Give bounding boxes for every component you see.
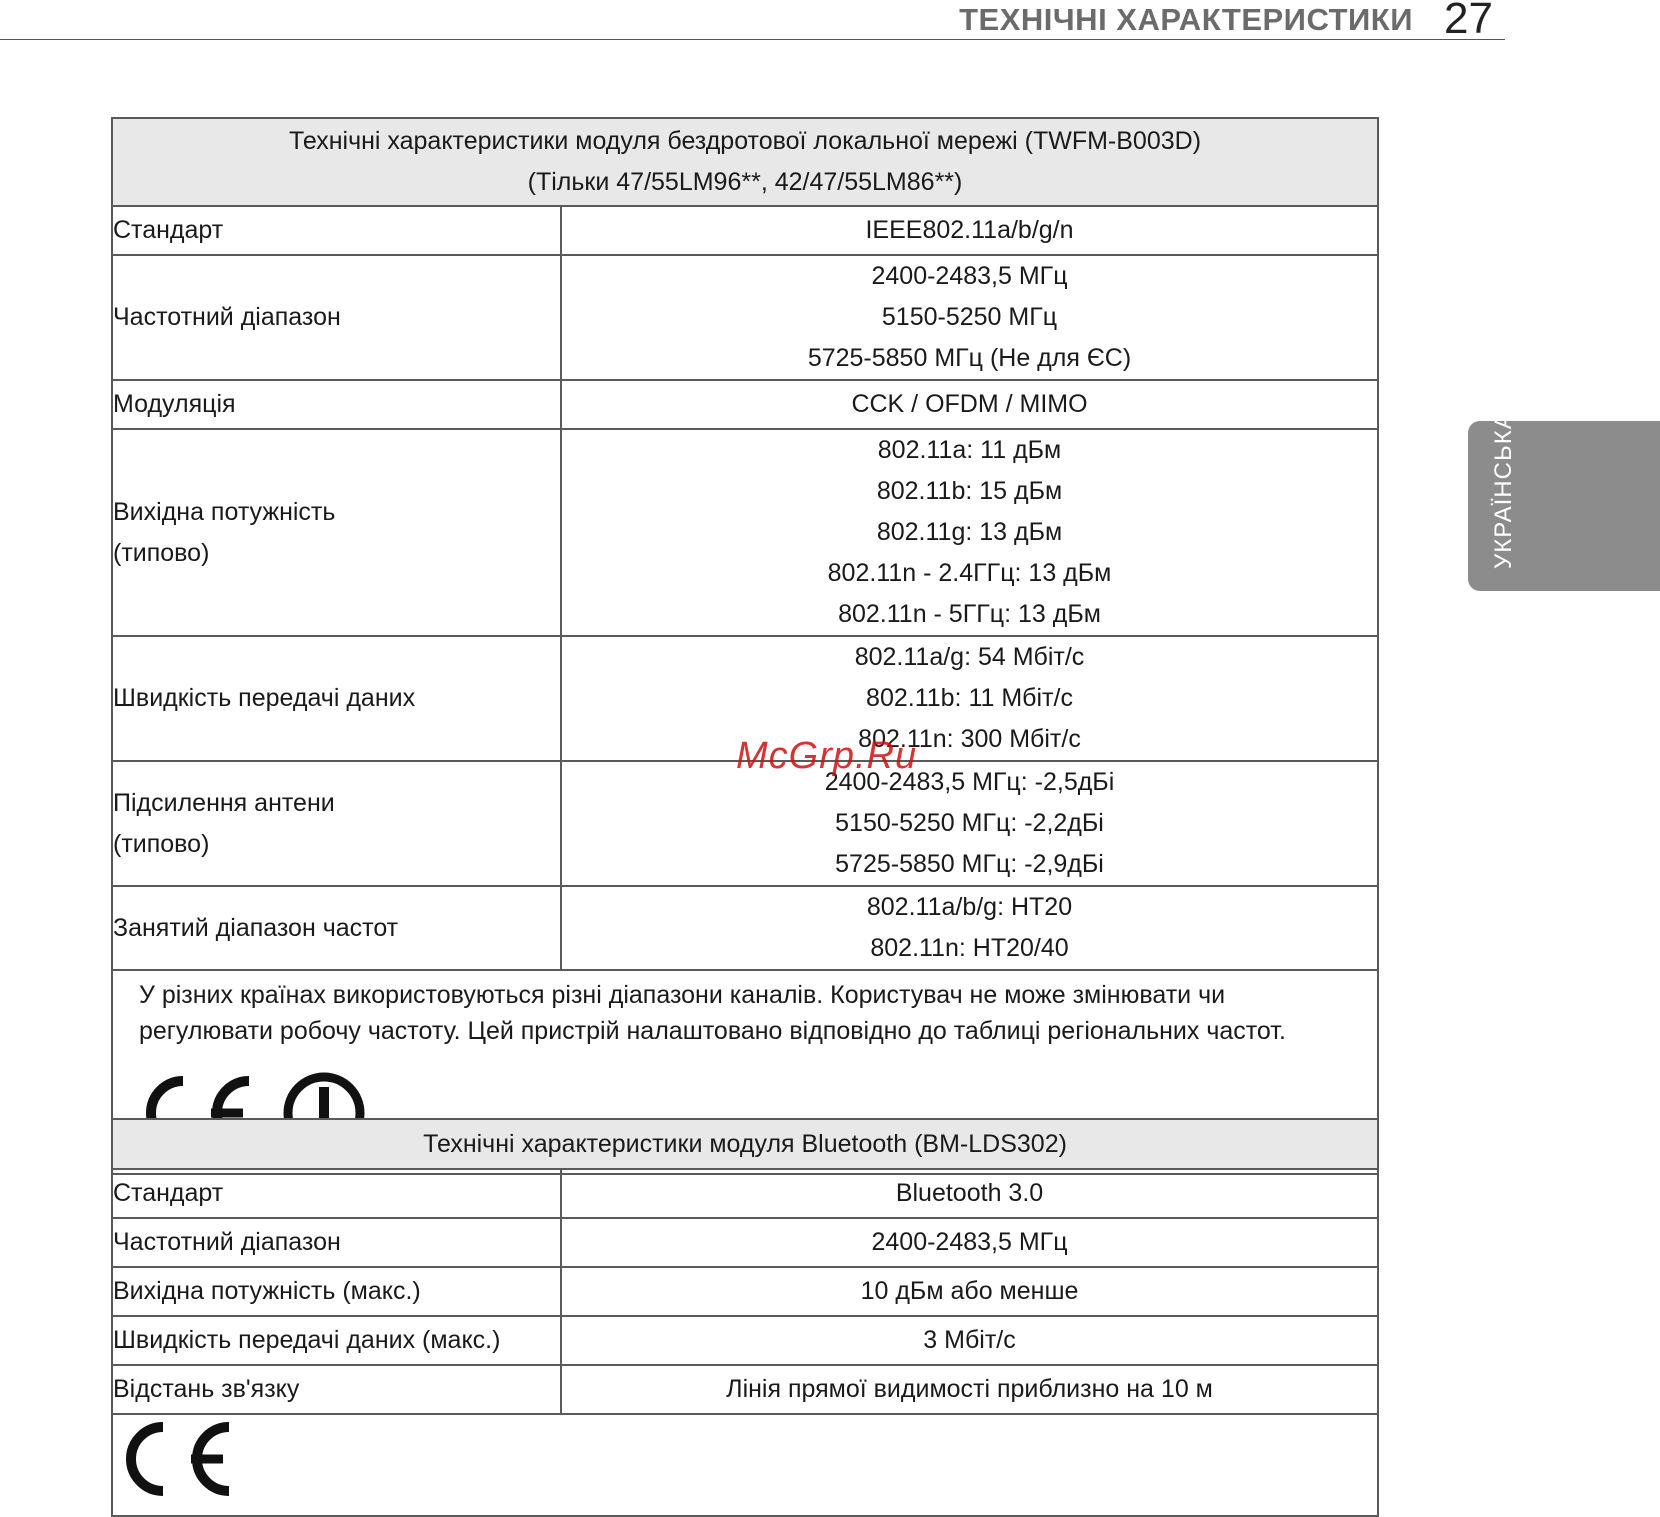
page-header xyxy=(0,0,1505,43)
language-label: УКРАЇНСЬКА xyxy=(1490,412,1517,569)
bluetooth-marks-cell xyxy=(112,1414,1378,1516)
spec-value: 10 дБм або менше xyxy=(860,1277,1079,1305)
ce-mark-icon xyxy=(119,1417,239,1501)
spec-value: 802.11n: HT20/40 xyxy=(870,934,1069,962)
spec-value-cell xyxy=(561,429,1378,636)
spec-value-cell xyxy=(561,761,1378,886)
spec-value: 802.11b: 15 дБм xyxy=(876,477,1063,505)
wlan-table-title xyxy=(112,118,1378,206)
spec-label-cell xyxy=(112,429,561,636)
spec-value-cell xyxy=(561,1267,1378,1316)
page-title: ТЕХНІЧНІ ХАРАКТЕРИСТИКИ xyxy=(959,2,1413,37)
watermark: McGrp.Ru xyxy=(736,735,918,777)
spec-value: IEEE802.11a/b/g/n xyxy=(865,216,1074,244)
spec-row xyxy=(112,206,1378,255)
spec-label: Частотний діапазон xyxy=(113,1228,341,1256)
spec-label-cell xyxy=(112,886,561,970)
spec-value-cell xyxy=(561,380,1378,429)
spec-label-cell xyxy=(112,636,561,761)
spec-label: Відстань зв'язку xyxy=(113,1375,300,1403)
spec-label: Стандарт xyxy=(113,216,224,244)
spec-value: 2400-2483,5 МГц: -2,5дБі xyxy=(824,768,1115,796)
spec-value: 3 Мбіт/с xyxy=(923,1326,1016,1354)
spec-label: Частотний діапазон xyxy=(113,303,341,331)
spec-row xyxy=(112,1316,1378,1365)
spec-row xyxy=(112,886,1378,970)
wlan-title-models: (Тільки 47/55LM96**, 42/47/55LM86**) xyxy=(527,168,963,196)
spec-row xyxy=(112,1365,1378,1414)
spec-value-cell xyxy=(561,1218,1378,1267)
spec-label: Занятий діапазон частот xyxy=(113,913,399,942)
spec-value: 802.11a: 11 дБм xyxy=(877,436,1062,464)
spec-value-cell xyxy=(561,886,1378,970)
spec-label: Стандарт xyxy=(113,1179,224,1207)
spec-label: (типово) xyxy=(113,829,210,858)
spec-value-cell xyxy=(561,1316,1378,1365)
spec-value: 802.11b: 11 Мбіт/с xyxy=(866,684,1073,712)
spec-row xyxy=(112,1218,1378,1267)
spec-value: Лінія прямої видимості приблизно на 10 м xyxy=(726,1375,1213,1403)
spec-label-cell xyxy=(112,1316,561,1365)
spec-value: 5725-5850 МГц: -2,9дБі xyxy=(835,850,1104,878)
spec-value-cell xyxy=(561,255,1378,380)
spec-value: Bluetooth 3.0 xyxy=(895,1179,1044,1207)
spec-label: Вихідна потужність (макс.) xyxy=(113,1277,421,1305)
spec-label-cell xyxy=(112,1218,561,1267)
wlan-title-line: Технічні характеристики модуля бездротової локальної мережі (TWFM-B003D) xyxy=(288,127,1202,155)
page-number: 27 xyxy=(1444,0,1493,43)
spec-label-cell xyxy=(112,1267,561,1316)
spec-label: (типово) xyxy=(113,538,210,567)
spec-value: CCK / OFDM / MIMO xyxy=(851,390,1088,418)
spec-value: 5150-5250 МГц: -2,2дБі xyxy=(835,809,1104,837)
spec-label: Підсилення антени xyxy=(113,788,335,817)
spec-value-cell xyxy=(561,206,1378,255)
spec-value-cell xyxy=(561,1365,1378,1414)
spec-label-cell xyxy=(112,206,561,255)
spec-label-cell xyxy=(112,1365,561,1414)
spec-value: 2400-2483,5 МГц xyxy=(871,262,1068,290)
spec-row xyxy=(112,429,1378,636)
spec-row xyxy=(112,1169,1378,1218)
spec-row xyxy=(112,380,1378,429)
spec-value: 802.11a/b/g: HT20 xyxy=(866,893,1073,921)
spec-value: 802.11n: 300 Мбіт/с xyxy=(858,725,1081,753)
spec-row xyxy=(112,1267,1378,1316)
language-side-tab xyxy=(1468,412,1660,591)
wlan-note: У різних країнах використовуються різні діапазони каналів. Користувач не може змінювати чи регулювати робочу частоту. Цей пристрій налаштовано відповідно до таблиці регіональних частот. xyxy=(139,981,1286,1045)
bluetooth-spec-table xyxy=(111,1118,1379,1517)
spec-value: 2400-2483,5 МГц xyxy=(871,1228,1068,1256)
spec-row xyxy=(112,761,1378,886)
spec-label-cell xyxy=(112,255,561,380)
wlan-spec-table xyxy=(111,117,1379,1175)
spec-label: Модуляція xyxy=(113,390,236,418)
bluetooth-table-title: Технічні характеристики модуля Bluetooth (BM-LDS302) xyxy=(112,1119,1378,1169)
spec-row xyxy=(112,255,1378,380)
spec-label-cell xyxy=(112,380,561,429)
spec-value-cell xyxy=(561,1169,1378,1218)
spec-value: 802.11n - 2.4ГГц: 13 дБм xyxy=(827,559,1112,587)
spec-label-cell xyxy=(112,761,561,886)
spec-label: Швидкість передачі даних (макс.) xyxy=(113,1326,501,1354)
spec-label: Вихідна потужність xyxy=(113,497,336,526)
spec-value: 802.11n - 5ГГц: 13 дБм xyxy=(838,600,1101,628)
spec-value: 802.11a/g: 54 Мбіт/с xyxy=(854,643,1085,671)
spec-value: 5725-5850 МГц (Не для ЄС) xyxy=(807,344,1132,372)
spec-value: 5150-5250 МГц xyxy=(881,303,1058,331)
spec-value: 802.11g: 13 дБм xyxy=(876,518,1063,546)
spec-label: Швидкість передачі даних xyxy=(113,684,416,712)
spec-label-cell xyxy=(112,1169,561,1218)
spec-value-cell xyxy=(561,636,1378,761)
